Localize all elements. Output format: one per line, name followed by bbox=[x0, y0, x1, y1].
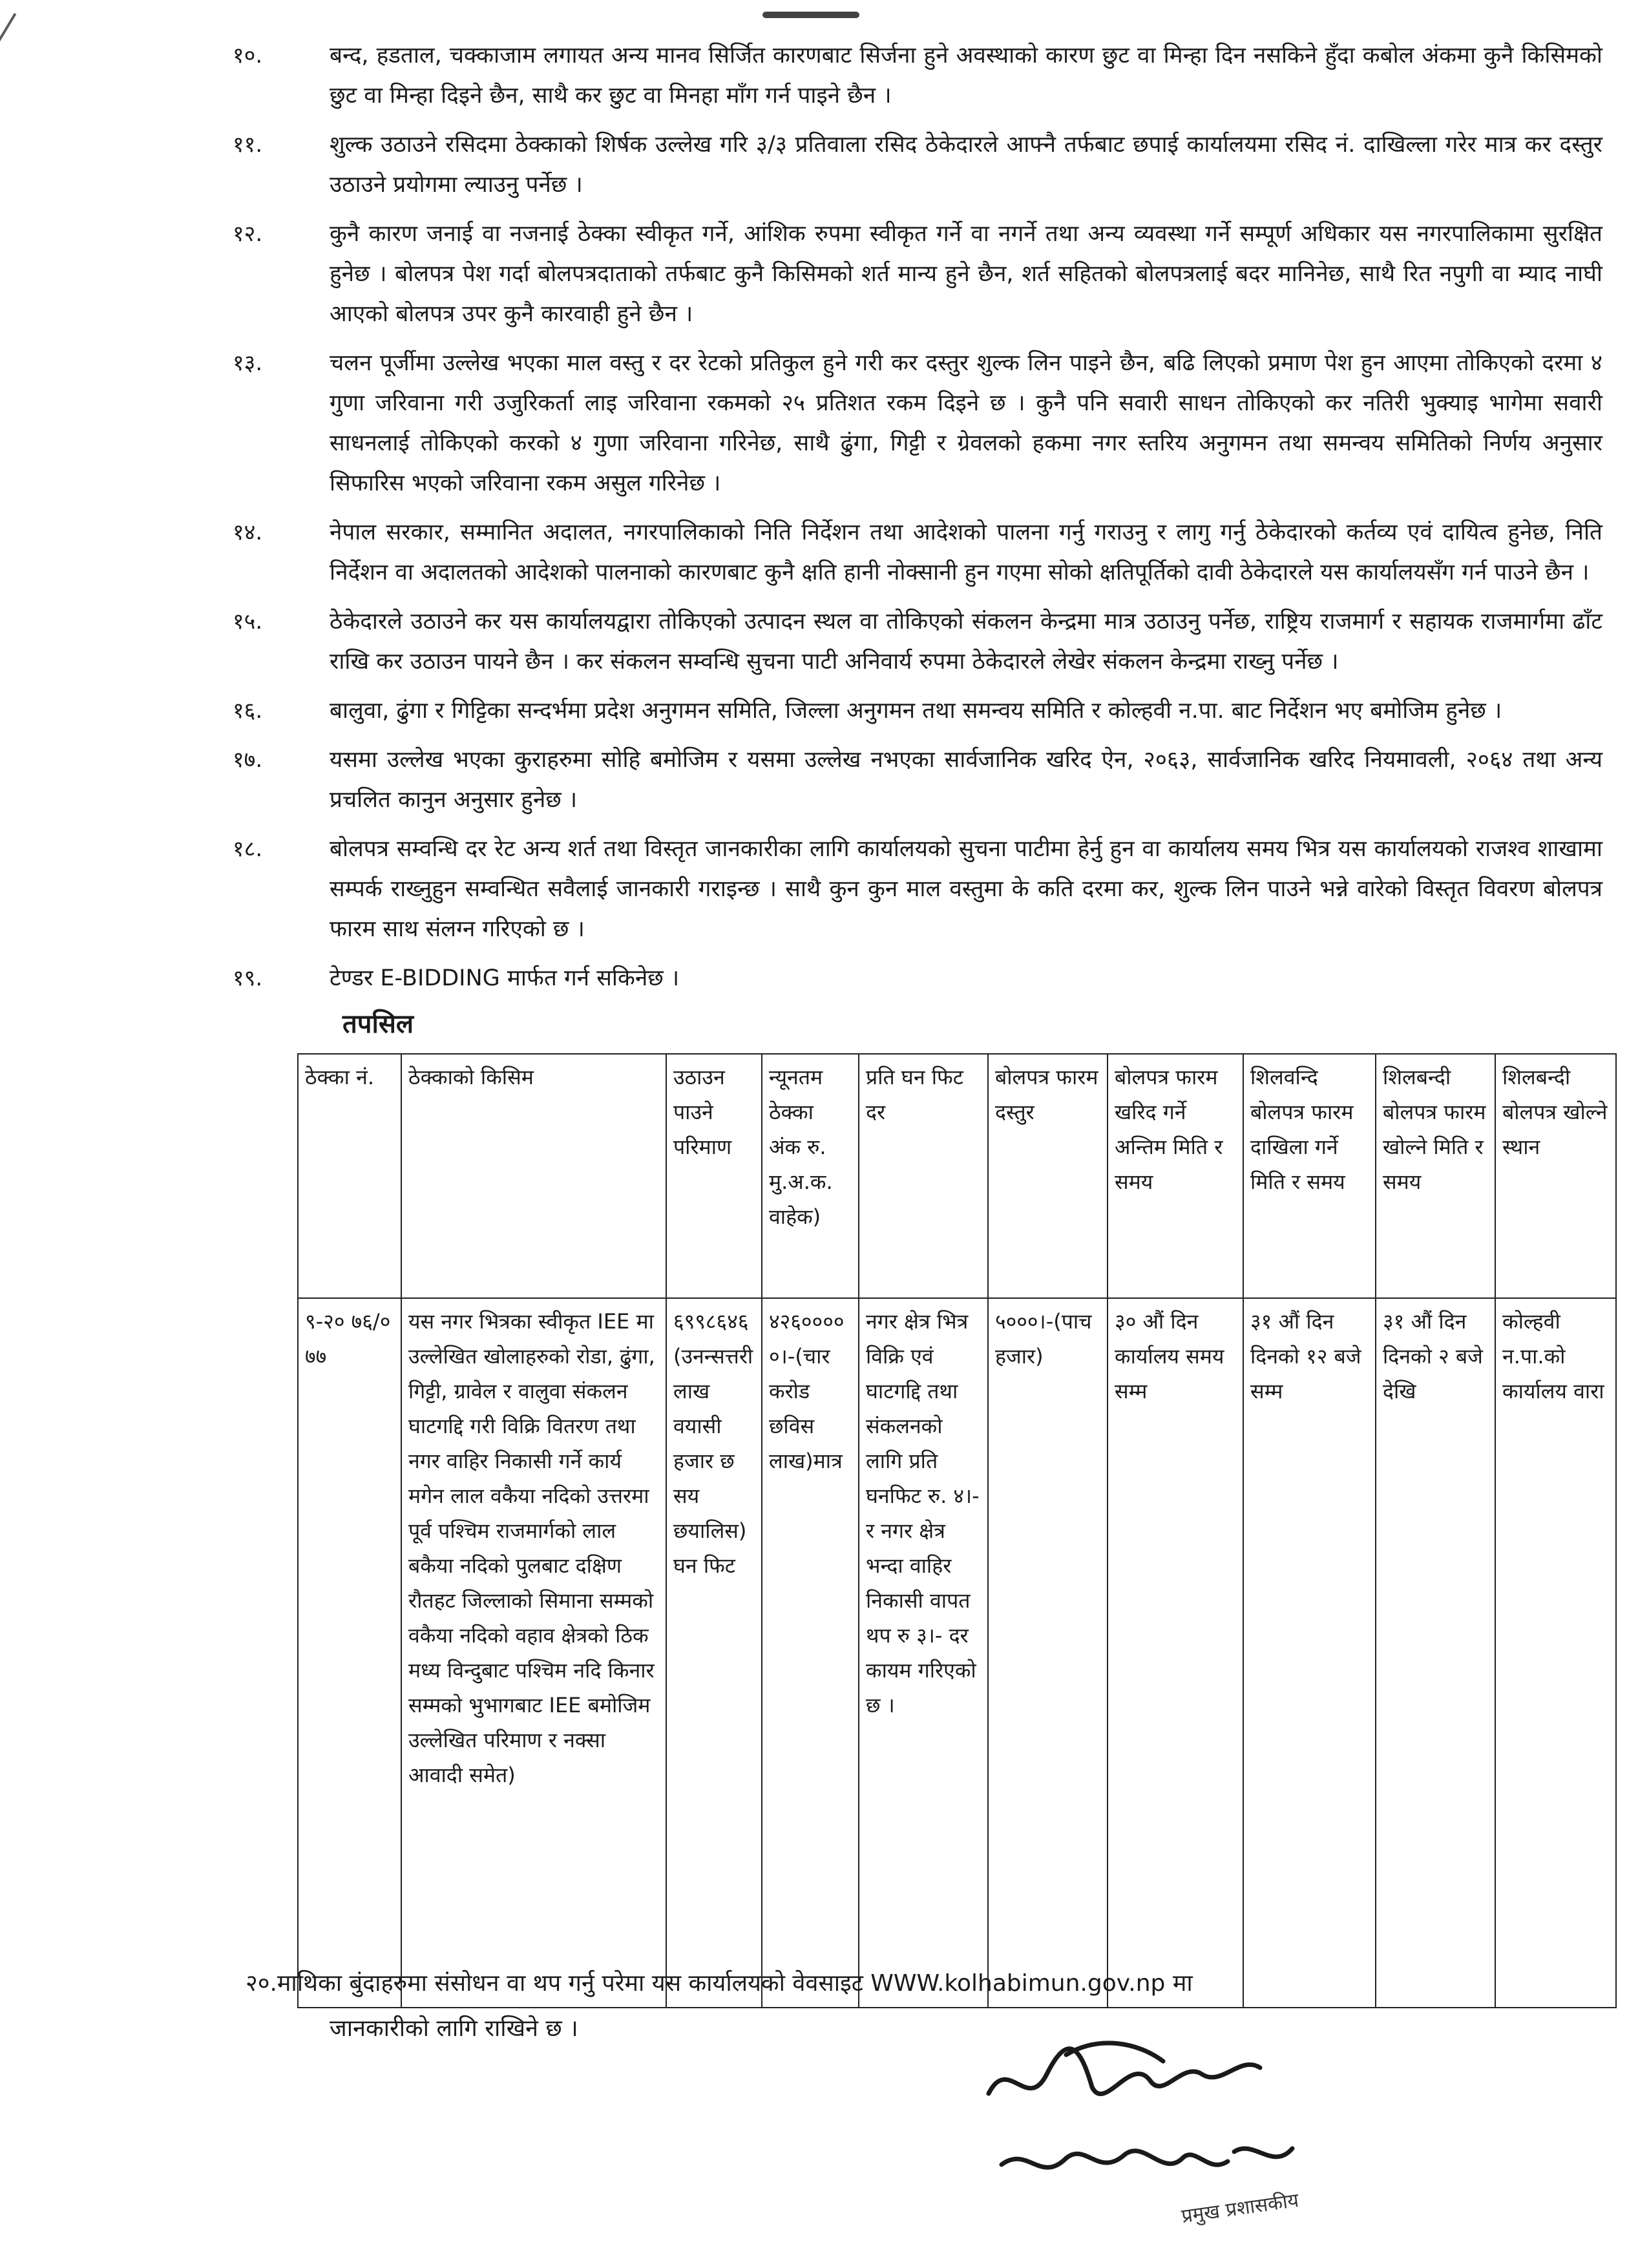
clause-number: १०. bbox=[233, 43, 263, 68]
clause-text: शुल्क उठाउने रसिदमा ठेक्काको शिर्षक उल्लेख गरि ३/३ प्रतिवाला रसिद ठेकेदारले आफ्नै तर्फबाट छपाई कार्यालयमा रसिद नं. दाखिल्ला गरेर मात्र कर दस्तुर उठाउने प्रयोगमा ल्याउनु पर्नेछ । bbox=[330, 132, 1602, 198]
clause-11 bbox=[233, 125, 1602, 205]
table-header-row bbox=[298, 1054, 1616, 1298]
contract-details-table bbox=[297, 1053, 1617, 2008]
header-submission-deadline: शिलवन्दि बोलपत्र फारम दाखिला गर्ने मिति र समय bbox=[1243, 1054, 1376, 1298]
clause-number: १९. bbox=[233, 965, 263, 991]
header-contract-type: ठेक्काको किसिम bbox=[401, 1054, 666, 1298]
cell-minimum-amount: ४२६०००००।-(चार करोड छविस लाख)मात्र bbox=[762, 1298, 859, 2008]
header-purchase-deadline: बोलपत्र फारम खरिद गर्ने अन्तिम मिति र समय bbox=[1108, 1054, 1243, 1298]
scan-artifact-left-line bbox=[0, 13, 16, 324]
header-contract-no: ठेक्का नं. bbox=[298, 1054, 401, 1298]
clause-text: बोलपत्र सम्वन्धि दर रेट अन्य शर्त तथा विस्तृत जानकारीका लागि कार्यालयको सुचना पाटीमा हेर्नु हुन वा कार्यालय समय भित्र यस कार्यालयको राजश्व शाखामा सम्पर्क राख्नुहुन सम्वन्धित सवैलाई जानकारी गराइन्छ । साथै कुन कुन माल वस्तुमा के कति दरमा कर, शुल्क लिन पाउने भन्ने वारेको विस्तृत विवरण बोलपत्र फारम साथ संलग्न गरिएको छ । bbox=[330, 836, 1602, 942]
clause-number: १५. bbox=[233, 609, 263, 635]
clause-12 bbox=[233, 214, 1602, 334]
table-row bbox=[298, 1298, 1616, 2008]
handwritten-signature bbox=[969, 2016, 1331, 2236]
clause-text: ठेकेदारले उठाउने कर यस कार्यालयद्वारा तोकिएको उत्पादन स्थल वा तोकिएको संकलन केन्द्रमा मात्र उठाउनु पर्नेछ, राष्ट्रिय राजमार्ग र सहायक राजमार्गमा ढाँट राखि कर उठाउन पायने छैन । कर संकलन सम्वन्धि सुचना पाटी अनिवार्य रुपमा ठेकेदारले लेखेर संकलन केन्द्रमा राख्नु पर्नेछ । bbox=[330, 609, 1602, 675]
clause-13 bbox=[233, 343, 1602, 503]
clause-number: १२. bbox=[233, 221, 263, 247]
tapasil-heading: तपसिल bbox=[342, 1009, 414, 1039]
header-quantity: उठाउन पाउने परिमाण bbox=[666, 1054, 762, 1298]
clause-text: नेपाल सरकार, सम्मानित अदालत, नगरपालिकाको निति निर्देशन तथा आदेशको पालना गर्नु गराउनु र लागु गर्नु ठेकेदारको कर्तव्य एवं दायित्व हुनेछ, निति निर्देशन वा अदालतको आदेशको पालनाको कारणबाट कुनै क्षति हानी नोक्सानी हुन गएमा सोको क्षतिपूर्तिको दावी ठेकेदारले यस कार्यालयसँग गर्न पाउने छैन । bbox=[330, 520, 1602, 585]
header-minimum-amount: न्यूनतम ठेक्का अंक रु. मु.अ.क. वाहेक) bbox=[762, 1054, 859, 1298]
footer-note-line2: जानकारीको लागि राखिने छ । bbox=[330, 2015, 578, 2042]
clause-number: १३. bbox=[233, 350, 263, 376]
cell-quantity: ६९९८६४६ (उनन्सत्तरी लाख वयासी हजार छ सय छयालिस) घन फिट bbox=[666, 1298, 762, 2008]
cell-form-fee: ५०००।-(पाच हजार) bbox=[988, 1298, 1108, 2008]
header-opening-time: शिलबन्दी बोलपत्र फारम खोल्ने मिति र समय bbox=[1376, 1054, 1495, 1298]
cell-opening-time: ३१ औं दिन दिनको २ बजे देखि bbox=[1376, 1298, 1495, 2008]
conditions-list bbox=[233, 36, 1602, 1007]
cell-submission-deadline: ३१ औं दिन दिनको १२ बजे सम्म bbox=[1243, 1298, 1376, 2008]
clause-16 bbox=[233, 691, 1602, 731]
header-rate-per-cubic-ft: प्रति घन फिट दर bbox=[859, 1054, 988, 1298]
clause-text: कुनै कारण जनाई वा नजनाई ठेक्का स्वीकृत गर्ने, आंशिक रुपमा स्वीकृत गर्ने वा नगर्ने तथा अन्य व्यवस्था गर्ने सम्पूर्ण अधिकार यस नगरपालिकामा सुरक्षित हुनेछ । बोलपत्र पेश गर्दा बोलपत्रदाताको तर्फबाट कुनै किसिमको शर्त मान्य हुने छैन, शर्त सहितको बोलपत्रलाई बदर मानिनेछ, साथै रित नपुगी वा म्याद नाघी आएको बोलपत्र उपर कुनै कारवाही हुने छैन । bbox=[330, 221, 1602, 327]
clause-18 bbox=[233, 829, 1602, 949]
header-opening-place: शिलबन्दी बोलपत्र खोल्ने स्थान bbox=[1495, 1054, 1616, 1298]
svg-text:प्रमुख प्रशासकीय: प्रमुख प्रशासकीय bbox=[1180, 2189, 1301, 2228]
clause-number: ११. bbox=[233, 132, 263, 158]
footer-note bbox=[246, 1961, 1615, 2052]
clause-text: चलन पूर्जीमा उल्लेख भएका माल वस्तु र दर रेटको प्रतिकुल हुने गरी कर दस्तुर शुल्क लिन पाइने छैन, बढि लिएको प्रमाण पेश हुन आएमा तोकिएको दरमा ४ गुणा जरिवाना गरी उजुरिकर्ता लाइ जरिवाना रकमको २५ प्रतिशत रकम दिइने छ । कुनै पनि सवारी साधन तोकिएको कर नतिरी भुक्याइ भागेमा सवारी साधनलाई तोकिएको करको ४ गुणा जरिवाना गरिनेछ, साथै ढुंगा, गिट्टी र ग्रेवलको हकमा नगर स्तरिय अनुगमन तथा समन्वय समितिको निर्णय अनुसार सिफारिस भएको जरिवाना रकम असुल गरिनेछ । bbox=[330, 350, 1602, 496]
header-form-fee: बोलपत्र फारम दस्तुर bbox=[988, 1054, 1108, 1298]
cell-contract-no: ९-२० ७६/० ७७ bbox=[298, 1298, 401, 2008]
cell-rate-per-cubic-ft: नगर क्षेत्र भित्र विक्रि एवं घाटगद्दि तथा संकलनको लागि प्रति घनफिट रु. ४।- र नगर क्षेत्र भन्दा वाहिर निकासी वापत थप रु ३।- दर कायम गरिएको छ । bbox=[859, 1298, 988, 2008]
clause-10 bbox=[233, 36, 1602, 116]
clause-number: १७. bbox=[233, 747, 263, 773]
clause-15 bbox=[233, 602, 1602, 682]
clause-number: १६. bbox=[233, 698, 263, 724]
clause-number: १८. bbox=[233, 836, 263, 862]
clause-number: १४. bbox=[233, 520, 263, 545]
cell-purchase-deadline: ३० औं दिन कार्यालय समय सम्म bbox=[1108, 1298, 1243, 2008]
footer-note-line1: २०.माथिका बुंदाहरुमा संसोधन वा थप गर्नु परेमा यस कार्यालयको वेवसाइट WWW.kolhabimun.gov.np मा bbox=[246, 1970, 1193, 1997]
clause-text: टेण्डर E-BIDDING मार्फत गर्न सकिनेछ । bbox=[330, 965, 680, 991]
clause-text: यसमा उल्लेख भएका कुराहरुमा सोहि बमोजिम र यसमा उल्लेख नभएका सार्वजानिक खरिद ऐन, २०६३, सार्वजानिक खरिद नियमावली, २०६४ तथा अन्य प्रचलित कानुन अनुसार हुनेछ । bbox=[330, 747, 1602, 813]
clause-text: बन्द, हडताल, चक्काजाम लगायत अन्य मानव सिर्जित कारणबाट सिर्जना हुने अवस्थाको कारण छुट वा मिन्हा दिन नसकिने हुँदा कबोल अंकमा कुनै किसिमको छुट वा मिन्हा दिइने छैन, साथै कर छुट वा मिनहा माँग गर्न पाइने छैन । bbox=[330, 43, 1602, 109]
cell-opening-place: कोल्हवी न.पा.को कार्यालय वारा bbox=[1495, 1298, 1616, 2008]
clause-text: बालुवा, ढुंगा र गिट्टिका सन्दर्भमा प्रदेश अनुगमन समिति, जिल्ला अनुगमन तथा समन्वय समिति र कोल्हवी न.पा. बाट निर्देशन भए बमोजिम हुनेछ । bbox=[330, 698, 1502, 724]
cell-contract-type: यस नगर भित्रका स्वीकृत IEE मा उल्लेखित खोलाहरुको रोडा, ढुंगा, गिट्टी, ग्रावेल र वालुवा संकलन घाटगद्दि गरी विक्रि वितरण तथा नगर वाहिर निकासी गर्ने कार्य मगेन लाल वकैया नदिको उत्तरमा पूर्व पश्चिम राजमार्गको लाल बकैया नदिको पुलबाट दक्षिण रौतहट जिल्लाको सिमाना सम्मको वकैया नदिको वहाव क्षेत्रको ठिक मध्य विन्दुबाट पश्चिम नदि किनार सम्मको भुभागबाट IEE बमोजिम उल्लेखित परिमाण र नक्सा आवादी समेत) bbox=[401, 1298, 666, 2008]
clause-19 bbox=[233, 958, 1602, 998]
scan-artifact-top bbox=[762, 12, 859, 18]
clause-14 bbox=[233, 512, 1602, 593]
clause-17 bbox=[233, 740, 1602, 820]
